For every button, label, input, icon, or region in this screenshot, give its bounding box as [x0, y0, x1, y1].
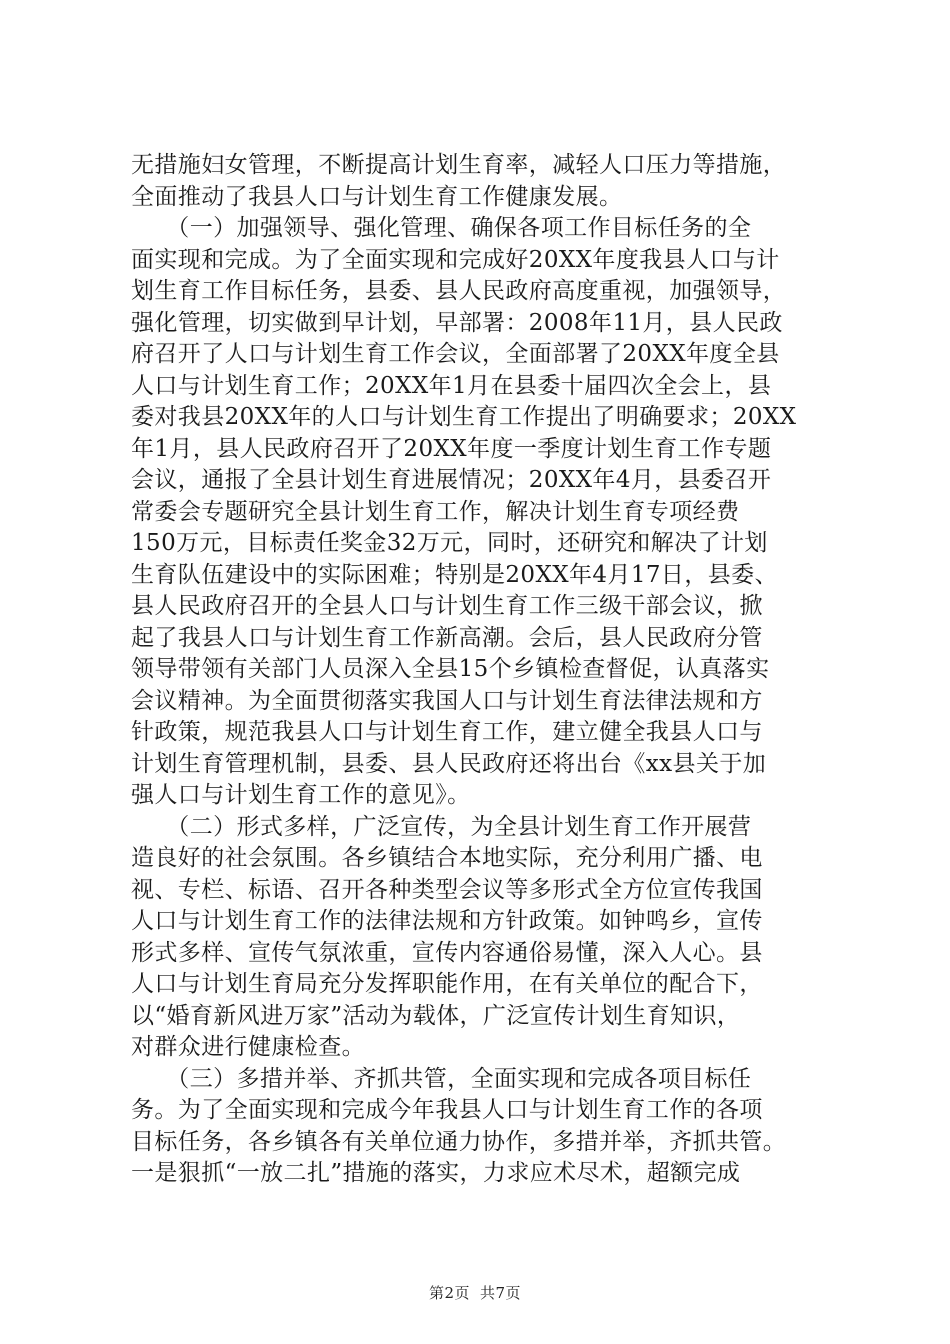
text-line: 人口与计划生育工作的法律法规和方针政策。如钟鸣乡，宣传: [131, 908, 763, 934]
text-line: 生育队伍建设中的实际困难；特别是20XX年4月17日，县委、: [131, 561, 778, 588]
text-line: 人口与计划生育工作；20XX年1月在县委十届四次全会上，县: [131, 372, 772, 399]
text-line: 县人民政府召开的全县人口与计划生育工作三级干部会议，掀: [131, 593, 763, 619]
text-line: 会议，通报了全县计划生育进展情况；20XX年4月，县委召开: [131, 467, 772, 493]
text-line: 以“婚育新风进万家”活动为载体，广泛宣传计划生育知识，: [131, 1002, 741, 1029]
page-number: 第2页: [428, 1284, 470, 1302]
text-line: 视、专栏、标语、召开各种类型会议等多形式全方位宣传我国: [131, 876, 763, 903]
text-line: （一）加强领导、强化管理、确保各项工作目标任务的全: [131, 215, 752, 241]
text-line: 无措施妇女管理，不断提高计划生育率，减轻人口压力等措施，: [131, 152, 787, 178]
page-footer: [0, 1282, 950, 1303]
text-line: 全面推动了我县人口与计划生育工作健康发展。: [131, 183, 623, 210]
text-line: 面实现和完成。为了全面实现和完成好20XX年度我县人口与计: [131, 246, 780, 273]
document-body: [131, 150, 831, 1190]
text-line: 常委会专题研究全县计划生育工作，解决计划生育专项经费: [131, 498, 740, 525]
text-line: 府召开了人口与计划生育工作会议，全面部署了20XX年度全县: [131, 341, 780, 367]
text-line: 人口与计划生育局充分发挥职能作用，在有关单位的配合下，: [131, 971, 763, 997]
text-line: 对群众进行健康检查。: [131, 1034, 365, 1060]
text-line: （二）形式多样，广泛宣传，为全县计划生育工作开展营: [131, 813, 752, 840]
text-line: 形式多样、宣传气氛浓重，宣传内容通俗易懂，深入人心。县: [131, 939, 763, 966]
text-line: （三）多措并举、齐抓共管，全面实现和完成各项目标任: [131, 1065, 752, 1092]
text-line: 起了我县人口与计划生育工作新高潮。会后，县人民政府分管: [131, 624, 763, 651]
text-line: 一是狠抓“一放二扎”措施的落实，力求应术尽术，超额完成: [131, 1160, 741, 1186]
text-line: 目标任务，各乡镇各有关单位通力协作，多措并举，齐抓共管。: [131, 1128, 787, 1155]
text-line: 150万元，目标责任奖金32万元，同时，还研究和解决了计划: [131, 530, 768, 556]
text-line: 领导带领有关部门人员深入全县15个乡镇检查督促，认真落实: [131, 656, 770, 682]
text-line: 针政策，规范我县人口与计划生育工作，建立健全我县人口与: [131, 719, 763, 745]
text-line: 强人口与计划生育工作的意见》。: [131, 782, 471, 808]
text-line: 务。为了全面实现和完成今年我县人口与计划生育工作的各项: [131, 1097, 763, 1123]
text-line: 委对我县20XX年的人口与计划生育工作提出了明确要求；20XX: [131, 404, 797, 430]
text-line: 造良好的社会氛围。各乡镇结合本地实际，充分利用广播、电: [131, 845, 763, 871]
text-line: 强化管理，切实做到早计划，早部署：2008年11月，县人民政: [131, 309, 783, 336]
text-line: 计划生育管理机制，县委、县人民政府还将出台《xx县关于加: [131, 750, 767, 777]
text-line: 年1月，县人民政府召开了20XX年度一季度计划生育工作专题: [131, 435, 772, 462]
page-total: 共7页: [480, 1284, 522, 1302]
text-line: 会议精神。为全面贯彻落实我国人口与计划生育法律法规和方: [131, 687, 763, 714]
text-line: 划生育工作目标任务，县委、县人民政府高度重视，加强领导，: [131, 278, 787, 304]
